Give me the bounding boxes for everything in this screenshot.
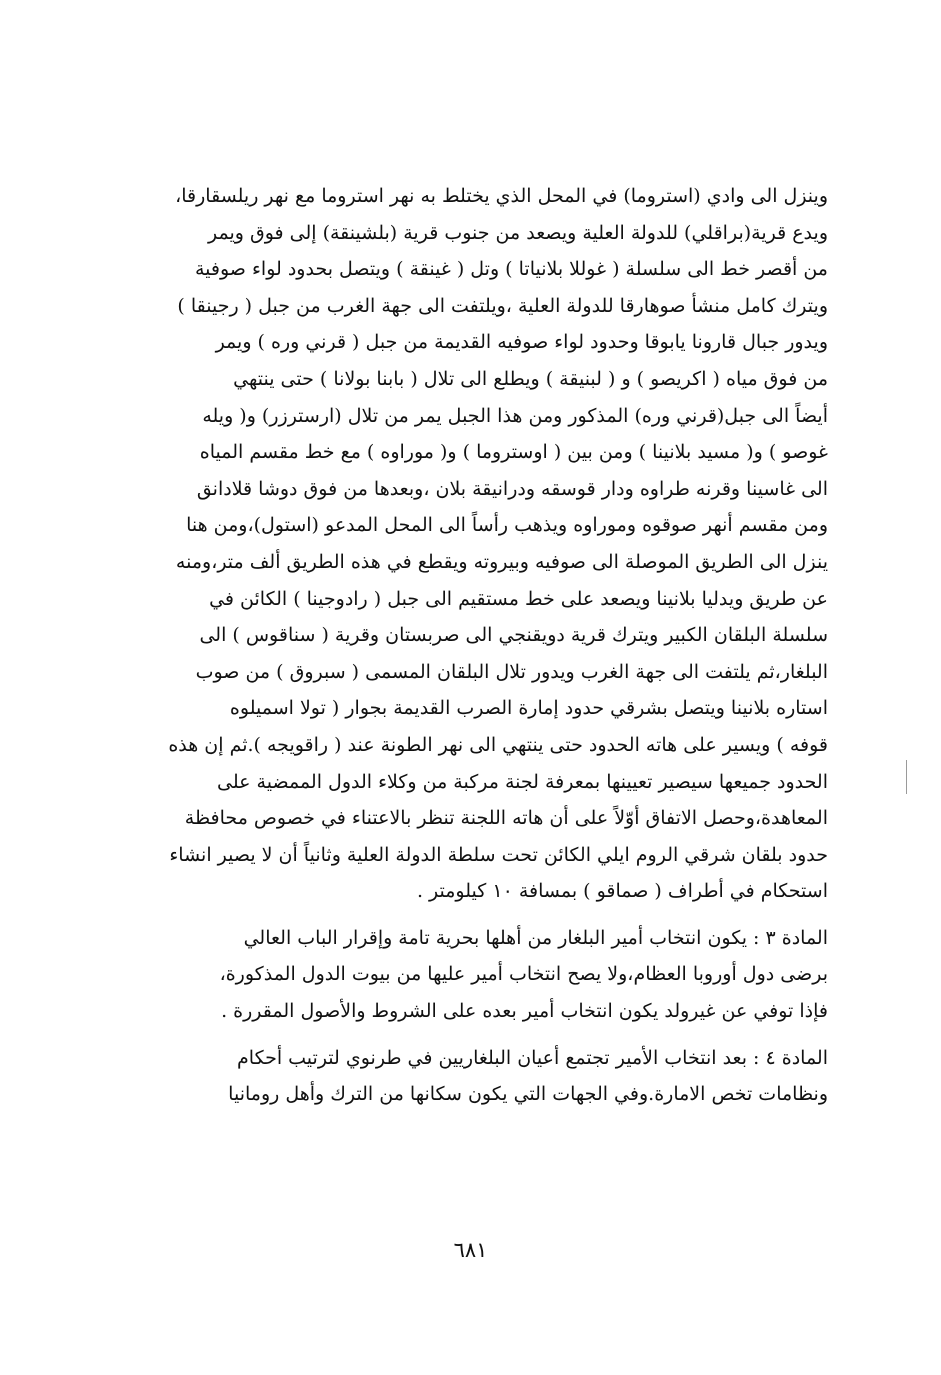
- text-line: ويدور جبال قارونا يابوقا وحدود لواء صوفيه القديمة من جبل ( قرني وره ) ويمر: [215, 331, 828, 354]
- text-line: برضى دول أوروبا العظام،ولا يصح انتخاب أمير عليها من بيوت الدول المذكورة،: [219, 963, 828, 986]
- text-line: غوصو ) و( مسيد بلانينا ) ومن بين ( اوستروما ) و( موراوه ) مع خط مقسم المياه: [199, 441, 828, 464]
- text-line: ومن مقسم أنهر صوقوه وموراوه ويذهب رأساً الى المحل المدعو (استول)،ومن هنا: [186, 514, 828, 537]
- text-line: استحكام في أطراف ( صماقو ) بمسافة ١٠ كيلومتر .: [416, 880, 828, 903]
- text-line: ينزل الى الطريق الموصلة الى صوفيه وبيروته ويقطع في هذه الطريق ألف متر،ومنه: [175, 550, 828, 573]
- text-line: قوفه ) ويسير على هاته الحدود حتى ينتهي الى نهر الطونة عند ( راقويجه ).ثم إن هذه: [168, 733, 828, 756]
- body-text: [118, 178, 828, 1113]
- text-line: فإذا توفي عن غيرولد يكون انتخاب أمير بعده على الشروط والأصول المقررة .: [221, 1000, 828, 1023]
- text-line: عن طريق ويدليا بلانينا ويصعد على خط مستقيم الى جبل ( رادوجينا ) الكائن في: [209, 587, 828, 610]
- paragraph: [118, 920, 828, 1030]
- text-line: ونظامات تخص الامارة.وفي الجهات التي يكون سكانها من الترك وأهل رومانيا: [228, 1083, 828, 1106]
- text-line: أيضاً الى جبل(قرني وره) المذكور ومن هذا الجبل يمر من تلال (ارسترزر) و( ويله: [202, 404, 828, 427]
- text-line: ويدع قرية(براقلي) للدولة العلية ويصعد من جنوب قرية (بلشينقة) إلى فوق ويمر: [207, 221, 828, 244]
- text-line: الحدود جميعها سيصير تعيينها بمعرفة لجنة مركبة من وكلاء الدول الممضية على: [217, 770, 828, 793]
- text-line: المعاهدة،وحصل الاتفاق أوّلاً على أن هاته اللجنة تنظر بالاعتناء في خصوص محافظة: [184, 807, 828, 830]
- text-line: من أقصر خط الى سلسلة ( غوللا بلانياتا ) وتل ( غينقة ) ويتصل بحدود لواء صوفية: [194, 258, 828, 281]
- paragraph: [118, 178, 828, 910]
- text-line: استاره بلانينا ويتصل بشرقي حدود إمارة الصرب القديمة بجوار ( تولا اسميلوه: [229, 697, 828, 720]
- text-line: ويترك كامل منشأ صوهارقا للدولة العلية ،ويلتفت الى جهة الغرب من جبل ( رجينقا ): [177, 294, 828, 317]
- text-line: الى غاسينا وقرنه طراوه ودار قوسقه ودرانيقة بلان ،وبعدها من فوق دوشا قلادانق: [196, 477, 828, 500]
- text-line: حدود بلقان شرقي الروم ايلي الكائن تحت سلطة الدولة العلية وثانياً أن لا يصير انشاء: [169, 843, 828, 866]
- scan-edge-mark: [906, 760, 907, 794]
- text-line: من فوق مياه ( اكريصو ) و ( لبنيقة ) ويطلع الى تلال ( بابنا بولانا ) حتى ينتهي: [233, 367, 828, 390]
- text-line: سلسلة البلقان الكبير ويترك قرية دويقنجي الى صربستان وقرية ( سناقوس ) الى: [199, 624, 828, 647]
- text-line: وينزل الى وادي (استروما) في المحل الذي يختلط به نهر استروما مع نهر ريلسقارقا،: [175, 185, 828, 207]
- text-line: المادة ٤ : بعد انتخاب الأمير تجتمع أعيان البلغاريين في طرنوي لترتيب أحكام: [237, 1046, 828, 1069]
- text-line: البلغار،ثم يلتفت الى جهة الغرب ويدور تلال البلقان المسمى ( سبروق ) من صوب: [195, 660, 828, 683]
- paragraph: [118, 1040, 828, 1113]
- text-line: المادة ٣ : يكون انتخاب أمير البلغار من أهلها بحرية تامة وإقرار الباب العالي: [243, 926, 828, 949]
- page-number: ٦٨١: [453, 1238, 488, 1262]
